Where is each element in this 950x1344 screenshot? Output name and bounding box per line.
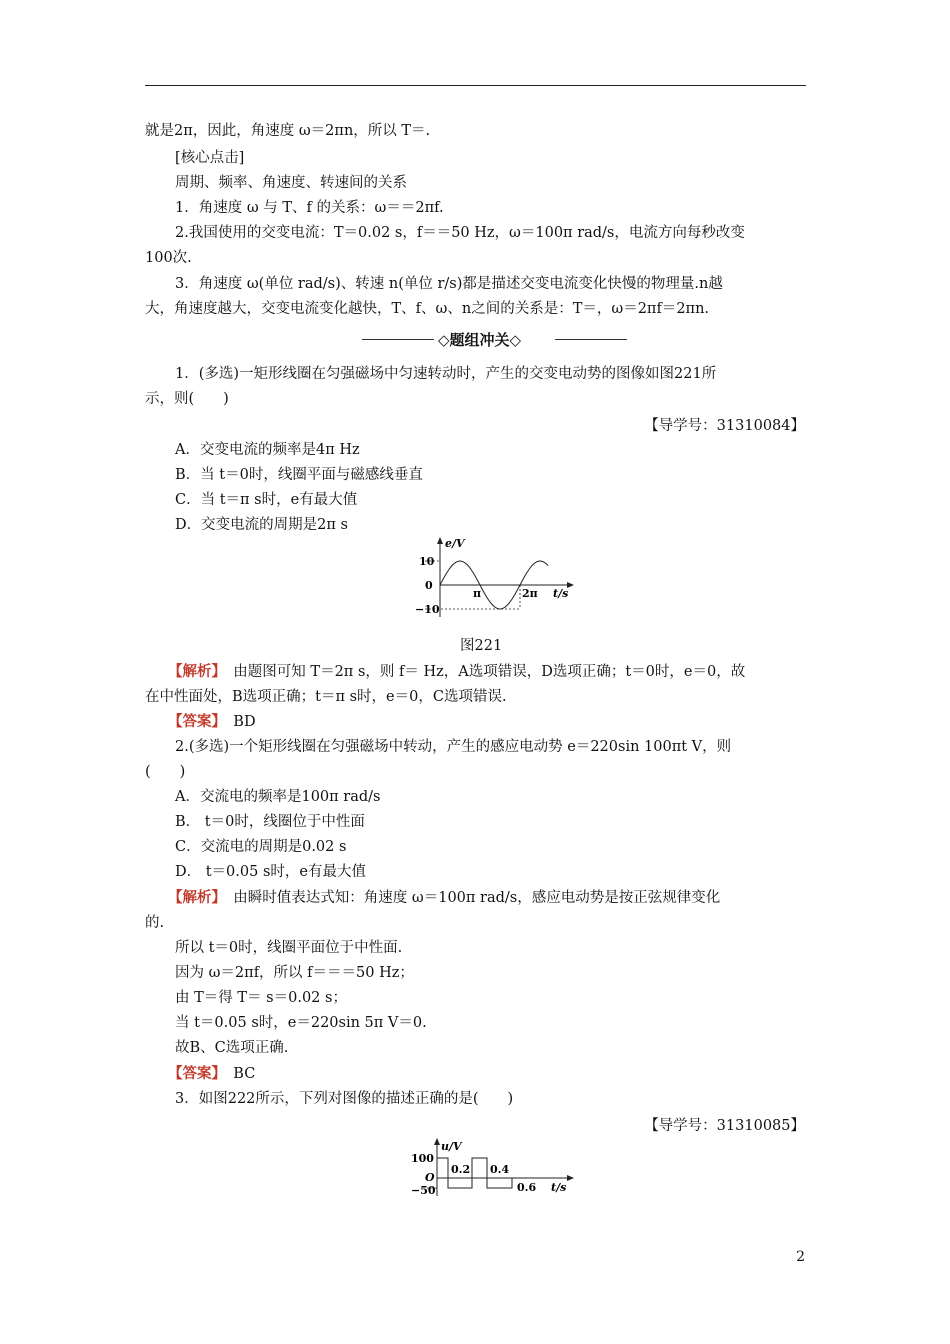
x-tick-label: 0.4 <box>490 1163 510 1176</box>
q1-stem: 示，则( ) <box>145 391 229 407</box>
analysis-tag: 【解析】 <box>168 889 219 906</box>
answer-text: BD <box>218 714 256 730</box>
y-tick-label: −50 <box>411 1184 436 1197</box>
q2-option-a: A．交流电的频率是100π rad/s <box>175 789 381 805</box>
x-axis-label: t/s <box>553 587 569 600</box>
section-rule-right <box>555 339 627 340</box>
x-tick-label: 0.2 <box>451 1163 471 1176</box>
q1-option-b: B．当 t＝0时，线圈平面与磁感线垂直 <box>175 467 423 483</box>
y-tick-label: −10 <box>415 603 440 616</box>
analysis-text: 由题图可知 T＝2π s，则 f＝ Hz，A选项错误，D选项正确；t＝0时，e＝0，故 <box>218 664 746 680</box>
q2-option-d: D． t＝0.05 s时，e有最大值 <box>175 864 366 880</box>
q2-step: 当 t＝0.05 s时，e＝220sin 5π V＝0. <box>175 1015 427 1031</box>
text-line: 3．角速度 ω(单位 rad/s)、转速 n(单位 r/s)都是描述交变电流变化快慢的物理量.n越 <box>175 276 723 292</box>
x-tick-label: 2π <box>522 587 538 600</box>
text-line: [核心点击] <box>175 150 245 166</box>
y-tick-label: 10 <box>419 555 435 568</box>
q2-step: 故B、C选项正确. <box>175 1040 289 1056</box>
q2-step: 所以 t＝0时，线圈平面位于中性面. <box>175 940 403 956</box>
q2-step: 因为 ω＝2πf，所以 f＝＝＝50 Hz； <box>175 965 414 981</box>
q2-stem: ( ) <box>145 764 186 780</box>
text-line: 就是2π，因此，角速度 ω＝2πn，所以 T＝. <box>145 123 431 139</box>
q3-stem: 3．如图222所示，下列对图像的描述正确的是( ) <box>175 1091 514 1107</box>
q1-analysis-cont: 在中性面处，B选项正确；t＝π s时，e＝0，C选项错误. <box>145 689 507 705</box>
text-line: 大，角速度越大，交变电流变化越快，T、f、ω、n之间的关系是：T＝，ω＝2πf＝2πn. <box>145 301 710 317</box>
analysis-text: 由瞬时值表达式知：角速度 ω＝100π rad/s，感应电动势是按正弦规律变化 <box>218 890 721 906</box>
text-line: 1．角速度 ω 与 T、f 的关系：ω＝＝2πf. <box>175 200 444 216</box>
figure-caption: 图221 <box>460 638 503 654</box>
y-tick-label: 0 <box>425 579 433 592</box>
q1-stem: 1．(多选)一矩形线圈在匀强磁场中匀速转动时，产生的交变电动势的图像如图221所 <box>175 366 717 382</box>
q1-ref: 【导学号：31310084】 <box>644 418 805 434</box>
y-tick-label: 100 <box>411 1152 434 1165</box>
q2-step: 由 T＝得 T＝ s＝0.02 s； <box>175 990 347 1006</box>
x-tick-label: π <box>473 587 482 600</box>
q2-option-b: B． t＝0时，线圈位于中性面 <box>175 814 365 830</box>
q2-answer <box>145 1064 255 1084</box>
q2-analysis-cont: 的. <box>145 915 165 931</box>
y-tick-label: O <box>425 1171 435 1184</box>
x-tick-label: 0.6 <box>517 1181 537 1194</box>
answer-tag: 【答案】 <box>168 1065 219 1082</box>
q1-analysis <box>145 662 745 682</box>
section-title: ◇题组冲关◇ <box>438 331 522 349</box>
q1-option-a: A．交变电流的频率是4π Hz <box>175 442 360 458</box>
figure-221 <box>405 535 580 625</box>
x-axis-label: t/s <box>551 1181 567 1194</box>
page-number: 2 <box>796 1249 805 1265</box>
header-rule <box>145 85 806 86</box>
answer-tag: 【答案】 <box>168 713 219 730</box>
analysis-tag: 【解析】 <box>168 663 219 680</box>
q2-stem: 2.(多选)一个矩形线圈在匀强磁场中转动，产生的感应电动势 e＝220sin 100πt V，则 <box>175 739 732 755</box>
figure-222 <box>405 1136 580 1202</box>
y-axis-label: e/V <box>445 537 465 550</box>
section-rule-left <box>362 339 434 340</box>
text-line: 周期、频率、角速度、转速间的关系 <box>175 175 407 191</box>
q1-answer <box>145 712 256 732</box>
y-axis-label: u/V <box>441 1140 462 1153</box>
q1-option-c: C．当 t＝π s时，e有最大值 <box>175 492 358 508</box>
q2-analysis <box>145 888 720 908</box>
answer-text: BC <box>218 1066 256 1082</box>
q3-ref: 【导学号：31310085】 <box>644 1118 805 1134</box>
q1-option-d: D．交变电流的周期是2π s <box>175 517 348 533</box>
text-line: 2.我国使用的交变电流：T＝0.02 s，f＝＝50 Hz，ω＝100π rad/s，电流方向每秒改变 <box>175 225 745 241</box>
text-line: 100次. <box>145 250 192 266</box>
q2-option-c: C．交流电的周期是0.02 s <box>175 839 347 855</box>
